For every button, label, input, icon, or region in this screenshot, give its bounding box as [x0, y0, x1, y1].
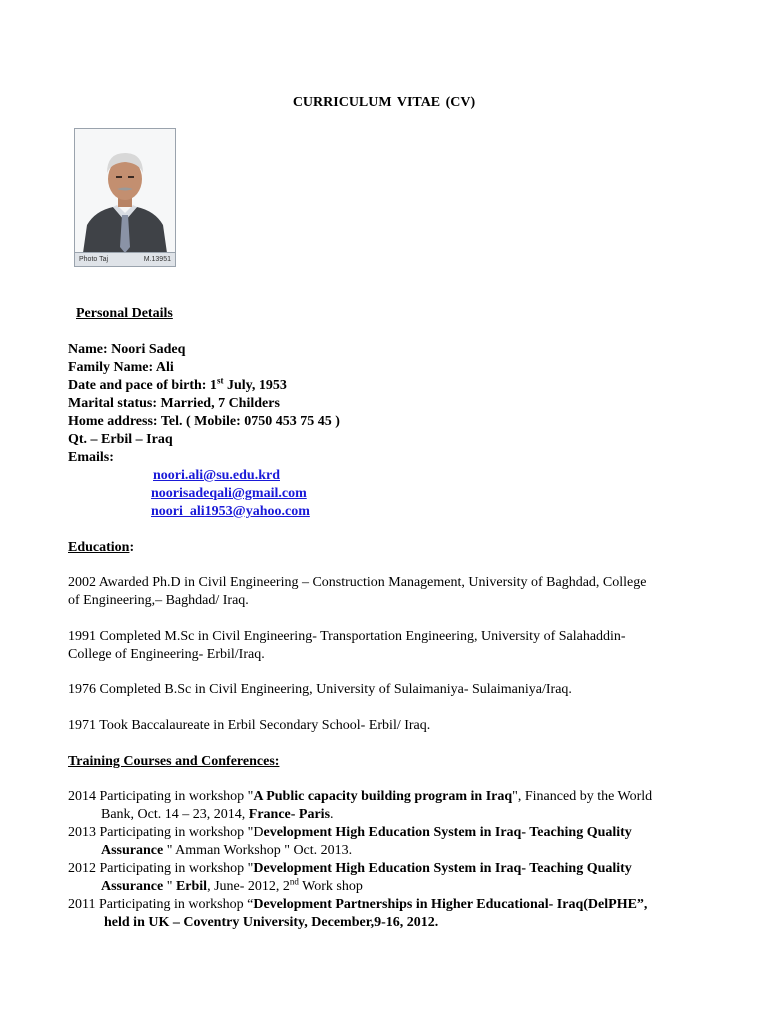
training-line: Assurance " Amman Workshop " Oct. 2013. [101, 843, 353, 858]
education-item [68, 681, 708, 699]
emails-label: Emails: [68, 450, 114, 465]
education-item-line: 1991 Completed M.Sc in Civil Engineering- Transportation Engineering, University of Salahaddin- [68, 629, 626, 644]
marital-status-line: Marital status: Married, 7 Childers [68, 396, 280, 411]
location-line: Qt. – Erbil – Iraq [68, 432, 173, 447]
education-item-line: College of Engineering- Erbil/Iraq. [68, 647, 265, 662]
birth-suffix: July, 1953 [223, 378, 287, 393]
photo-caption [75, 252, 175, 266]
email-link[interactable]: noorisadeqali@gmail.com [151, 486, 307, 501]
photo-caption-left: Photo Taj [79, 256, 109, 263]
name-line: Name: Noori Sadeq [68, 342, 186, 357]
birth-sup: st [216, 375, 224, 386]
education-item-line: 2002 Awarded Ph.D in Civil Engineering – Construction Management, University of Baghdad, College [68, 575, 647, 590]
portrait-image [75, 129, 175, 253]
email-link[interactable]: noori_ali1953@yahoo.com [151, 504, 310, 519]
training-item-2014 [68, 788, 708, 824]
training-heading: Training Courses and Conferences: [68, 754, 280, 769]
training-item-2013 [68, 824, 708, 860]
profile-photo [74, 128, 176, 267]
family-name-line: Family Name: Ali [68, 360, 174, 375]
training-line: 2011 Participating in workshop “Development Partnerships in Higher Educational- Iraq(DelPHE”, [68, 897, 648, 912]
training-line: Bank, Oct. 14 – 23, 2014, France- Paris. [101, 807, 334, 822]
training-line: 2012 Participating in workshop "Development High Education System in Iraq- Teaching Quality [68, 861, 632, 876]
education-heading-colon: : [129, 540, 135, 555]
training-line: Assurance " Erbil, June- 2012, 2nd Work shop [101, 876, 363, 894]
home-address-line: Home address: Tel. ( Mobile: 0750 453 75 45 ) [68, 414, 340, 429]
education-item [68, 628, 708, 664]
birth-prefix: Date and pace of birth: 1 [68, 378, 217, 393]
photo-caption-right: M.13951 [143, 256, 171, 263]
education-heading [68, 539, 134, 557]
education-item-line: 1976 Completed B.Sc in Civil Engineering, University of Sulaimaniya- Sulaimaniya/Iraq. [68, 682, 572, 697]
training-line: held in UK – Coventry University, December,9-16, 2012. [104, 915, 439, 930]
education-heading-text: Education [68, 540, 130, 555]
document-title: CURRICULUM VITAE (CV) [292, 95, 476, 110]
training-line: 2014 Participating in workshop "A Public capacity building program in Iraq", Financed by the World [68, 789, 653, 804]
education-item [68, 574, 708, 610]
training-line: 2013 Participating in workshop "Development High Education System in Iraq- Teaching Quality [68, 825, 632, 840]
education-item [68, 717, 708, 735]
education-item-line: of Engineering,– Baghdad/ Iraq. [68, 593, 249, 608]
personal-details-heading: Personal Details [76, 306, 173, 321]
birth-line [68, 377, 287, 395]
training-item-2011 [68, 896, 708, 932]
training-item-2012 [68, 860, 708, 896]
education-item-line: 1971 Took Baccalaureate in Erbil Secondary School- Erbil/ Iraq. [68, 718, 431, 733]
email-link[interactable]: noori.ali@su.edu.krd [153, 468, 280, 483]
